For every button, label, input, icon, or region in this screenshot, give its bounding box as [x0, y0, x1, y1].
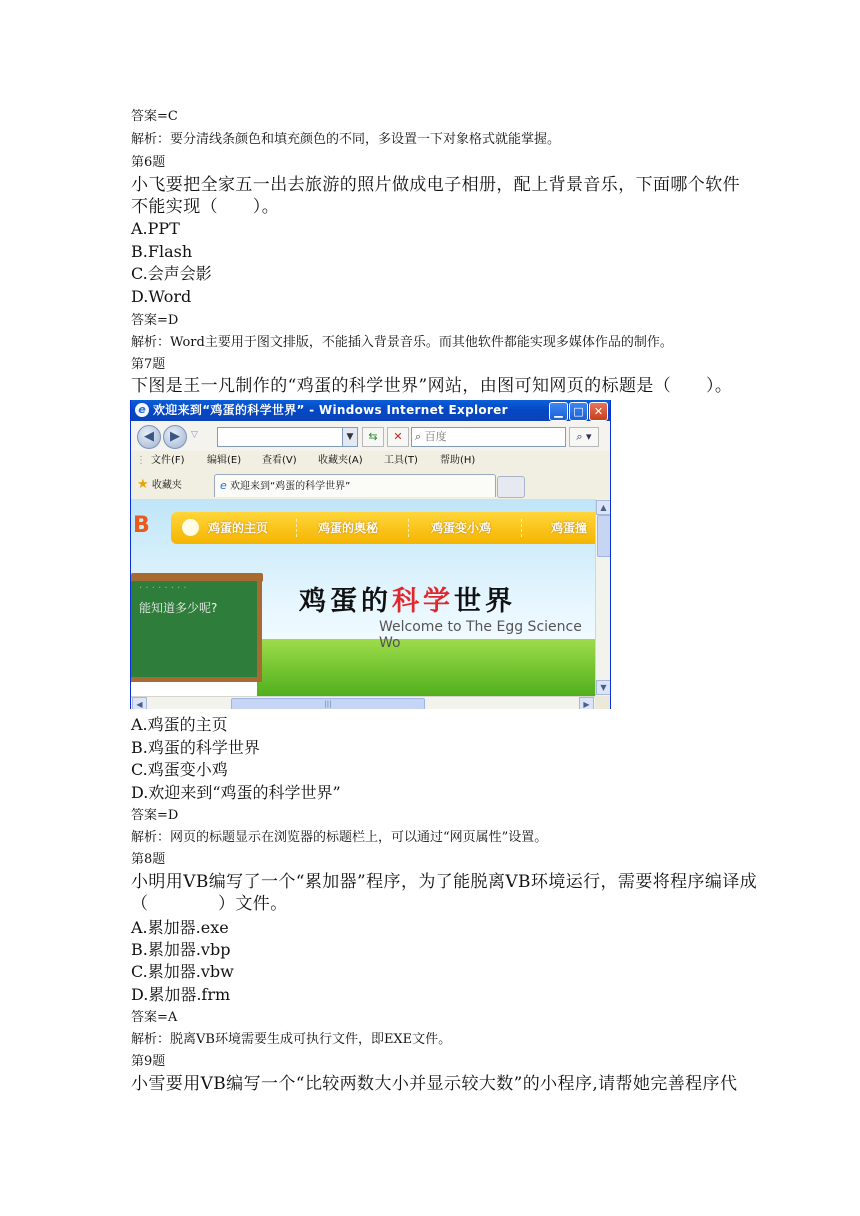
nav-divider: [408, 519, 409, 537]
title-part-2: 科学: [392, 586, 454, 617]
option-8a: A.累加器.exe: [131, 918, 229, 937]
title-part-1: 鸡蛋的: [299, 586, 392, 617]
site-nav-home[interactable]: 鸡蛋的主页: [208, 521, 269, 535]
question-number-7: 第7题: [131, 357, 166, 372]
scroll-right-icon[interactable]: ▶: [579, 697, 594, 709]
menu-view[interactable]: 查看(V): [262, 455, 297, 466]
egg-icon: [182, 519, 199, 536]
browser-navbar: [131, 421, 610, 452]
site-navigation: [171, 512, 595, 544]
chalkboard-text: 能知道多少呢?: [139, 601, 218, 615]
question-number-8: 第8题: [131, 852, 166, 867]
menu-favorites[interactable]: 收藏夹(A): [318, 455, 363, 466]
tab-egg-science[interactable]: [214, 474, 496, 497]
answer-q6: 答案=D: [131, 313, 179, 328]
browser-titlebar: [131, 400, 610, 421]
vertical-scrollbar[interactable]: [595, 499, 611, 696]
option-6d: D.Word: [131, 287, 192, 306]
site-banner-subtitle: Welcome to The Egg Science Wo: [379, 619, 582, 651]
question-number-6: 第6题: [131, 155, 166, 170]
new-tab-button[interactable]: [497, 476, 525, 498]
answer-q5: 答案=C: [131, 109, 178, 124]
search-placeholder: 百度: [424, 430, 447, 443]
browser-menubar: [131, 451, 610, 472]
nav-divider: [521, 519, 522, 537]
menu-help[interactable]: 帮助(H): [440, 455, 476, 466]
chalkboard-faint-text: · · · · · · · ·: [139, 583, 187, 594]
explanation-q6: 解析：Word主要用于图文排版，不能插入背景音乐。而其他软件都能实现多媒体作品的制作。: [131, 335, 673, 350]
option-7c: C.鸡蛋变小鸡: [131, 760, 228, 779]
question-7-text: 下图是王一凡制作的“鸡蛋的科学世界”网站，由图可知网页的标题是（ ）。: [131, 376, 733, 396]
favorites-button[interactable]: [137, 477, 182, 494]
tab-label: 欢迎来到“鸡蛋的科学世界”: [229, 481, 351, 492]
question-6-text-line1: 小飞要把全家五一出去旅游的照片做成电子相册，配上背景音乐，下面哪个软件: [131, 175, 740, 195]
nav-divider: [296, 519, 297, 537]
minimize-icon[interactable]: ▁: [549, 402, 568, 421]
vertical-scroll-thumb[interactable]: [597, 515, 611, 557]
browser-window-title: 欢迎来到“鸡蛋的科学世界” - Windows Internet Explorer: [153, 403, 508, 417]
back-icon[interactable]: ◀: [137, 425, 161, 449]
maximize-icon[interactable]: □: [569, 402, 588, 421]
scroll-up-icon[interactable]: ▲: [596, 500, 611, 515]
explanation-q7: 解析：网页的标题显示在浏览器的标题栏上，可以通过“网页属性”设置。: [131, 830, 548, 845]
horizontal-scrollbar[interactable]: [131, 696, 595, 709]
question-8-text-line2: （ ）文件。: [131, 894, 288, 914]
menubar-grip: ⋮: [136, 455, 146, 466]
address-dropdown-icon[interactable]: ▼: [342, 427, 358, 447]
search-icon: ⌕: [576, 430, 583, 443]
star-icon: ★: [137, 477, 149, 492]
option-7d: D.欢迎来到“鸡蛋的科学世界”: [131, 783, 341, 802]
question-9-text-line1: 小雪要用VB编写一个“比较两数大小并显示较大数”的小程序,请帮她完善程序代: [131, 1074, 738, 1094]
site-nav-chick[interactable]: 鸡蛋变小鸡: [431, 521, 492, 535]
chalkboard: [131, 581, 262, 682]
favorites-bar: [131, 471, 610, 500]
answer-q8: 答案=A: [131, 1010, 178, 1025]
scroll-left-icon[interactable]: ◀: [132, 697, 147, 709]
option-8d: D.累加器.frm: [131, 985, 231, 1004]
option-6a: A.PPT: [131, 219, 180, 238]
refresh-icon[interactable]: ⇆: [362, 427, 384, 447]
question-number-9: 第9题: [131, 1054, 166, 1069]
scroll-down-icon[interactable]: ▼: [596, 680, 611, 695]
question-8-text-line1: 小明用VB编写了一个“累加器”程序，为了能脱离VB环境运行，需要将程序编译成: [131, 872, 758, 892]
ie-logo-icon: e: [135, 403, 149, 417]
close-icon[interactable]: ✕: [589, 402, 608, 421]
ie-page-icon: e: [220, 479, 227, 492]
site-nav-collide[interactable]: 鸡蛋撞: [551, 521, 588, 535]
stop-icon[interactable]: ✕: [387, 427, 409, 447]
menu-tools[interactable]: 工具(T): [384, 455, 418, 466]
site-nav-mystery[interactable]: 鸡蛋的奥秘: [318, 521, 379, 535]
explanation-q8: 解析：脱离VB环境需要生成可执行文件，即EXE文件。: [131, 1032, 452, 1047]
search-button[interactable]: ⌕ ▾: [569, 427, 599, 447]
menu-file[interactable]: 文件(F): [151, 455, 185, 466]
history-dropdown-icon[interactable]: ▽: [191, 430, 198, 440]
option-8b: B.累加器.vbp: [131, 940, 231, 959]
site-banner-title: [299, 579, 516, 618]
forward-icon[interactable]: ▶: [163, 425, 187, 449]
address-bar[interactable]: [217, 427, 358, 447]
answer-q7: 答案=D: [131, 808, 179, 823]
explanation-q5: 解析：要分清线条颜色和填充颜色的不同，多设置一下对象格式就能掌握。: [131, 132, 561, 147]
option-6b: B.Flash: [131, 242, 193, 261]
site-logo-fragment: B: [133, 513, 150, 538]
search-box[interactable]: [411, 427, 566, 447]
option-8c: C.累加器.vbw: [131, 962, 234, 981]
magnifier-icon: ⌕: [415, 430, 422, 443]
option-7b: B.鸡蛋的科学世界: [131, 738, 260, 757]
menu-edit[interactable]: 编辑(E): [207, 455, 242, 466]
option-6c: C.会声会影: [131, 264, 212, 283]
title-part-3: 世界: [454, 586, 516, 617]
question-6-text-line2: 不能实现（ ）。: [131, 197, 280, 217]
horizontal-scroll-thumb[interactable]: |||: [231, 698, 425, 709]
web-page-content: [131, 499, 595, 696]
browser-screenshot: [130, 400, 611, 709]
option-7a: A.鸡蛋的主页: [131, 715, 228, 734]
favorites-label: 收藏夹: [151, 480, 182, 491]
